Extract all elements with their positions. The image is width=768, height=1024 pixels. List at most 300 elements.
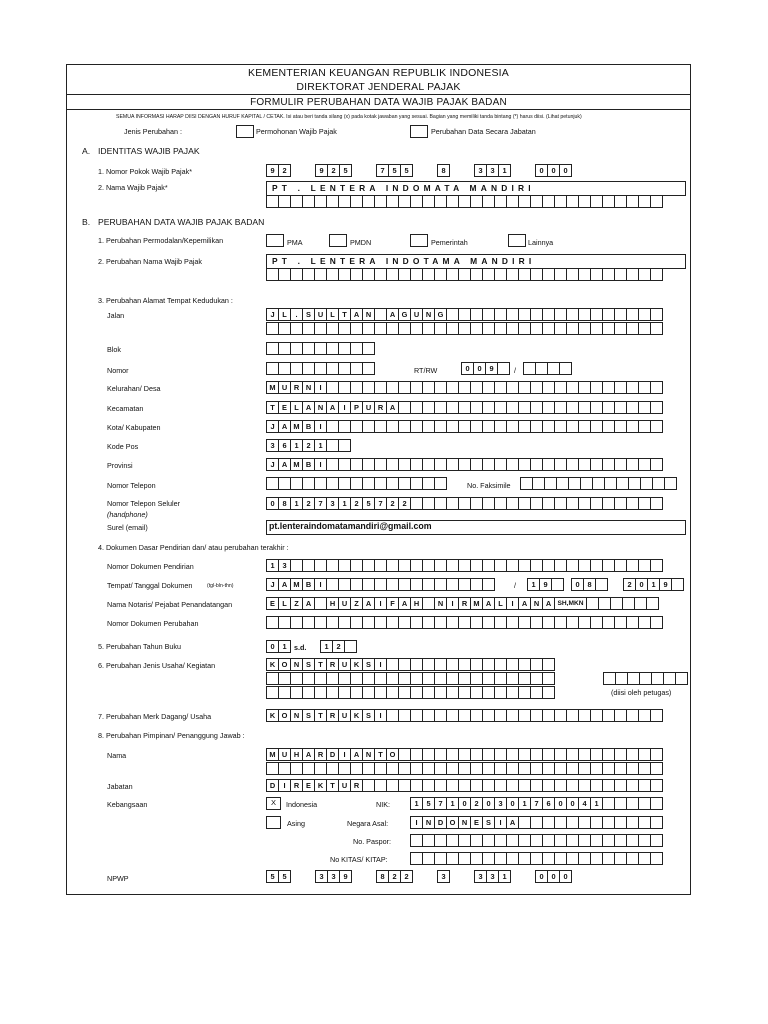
char-cell[interactable]: H xyxy=(410,597,423,610)
char-cell[interactable]: 5 xyxy=(266,870,279,883)
asing-checkbox[interactable] xyxy=(266,816,281,829)
char-cell[interactable]: U xyxy=(338,709,351,722)
char-cell[interactable]: 2 xyxy=(327,164,340,177)
char-cell[interactable]: Z xyxy=(290,597,303,610)
char-cell[interactable]: E xyxy=(278,401,291,414)
char-cell[interactable]: 3 xyxy=(486,164,499,177)
char-cell[interactable]: F xyxy=(386,597,399,610)
char-cell[interactable] xyxy=(675,672,688,685)
jalan-label: Jalan xyxy=(107,311,125,320)
char-cell[interactable]: 3 xyxy=(437,870,450,883)
char-cell[interactable]: T xyxy=(326,779,339,792)
char-cell[interactable]: 9 xyxy=(339,870,352,883)
char-cell[interactable]: K xyxy=(350,658,363,671)
char-cell[interactable] xyxy=(650,381,663,394)
char-cell[interactable]: R xyxy=(326,709,339,722)
char-cell[interactable] xyxy=(559,362,572,375)
char-cell[interactable]: 2 xyxy=(302,439,315,452)
paspor-field[interactable] xyxy=(410,834,662,847)
provinsi-field[interactable] xyxy=(266,458,662,471)
char-cell[interactable]: A xyxy=(542,597,555,610)
tahunbuku-sd: s.d. xyxy=(294,643,307,652)
char-cell[interactable]: 2 xyxy=(302,497,315,510)
char-cell[interactable]: 2 xyxy=(470,797,483,810)
char-cell[interactable]: Z xyxy=(350,597,363,610)
char-cell[interactable]: 0 xyxy=(482,797,495,810)
char-cell[interactable]: T xyxy=(374,748,387,761)
pemerintah-checkbox[interactable] xyxy=(410,234,428,247)
kelurahan-field[interactable] xyxy=(266,381,662,394)
char-cell[interactable]: U xyxy=(314,308,327,321)
nodok-perubahan-field[interactable] xyxy=(266,616,662,629)
char-cell[interactable]: H xyxy=(290,748,303,761)
char-cell[interactable]: T xyxy=(266,401,279,414)
char-cell[interactable]: B xyxy=(302,420,315,433)
char-cell[interactable]: I xyxy=(374,709,387,722)
char-cell[interactable]: M xyxy=(266,381,279,394)
char-cell[interactable]: 1 xyxy=(278,640,291,653)
char-cell[interactable]: A xyxy=(386,401,399,414)
char-cell[interactable]: R xyxy=(290,381,303,394)
char-cell[interactable]: I xyxy=(338,401,351,414)
rtrw-separator: / xyxy=(514,366,516,375)
char-cell[interactable]: 6 xyxy=(278,439,291,452)
char-cell[interactable] xyxy=(542,658,555,671)
tempat-field[interactable] xyxy=(266,578,494,591)
char-cell[interactable]: 8 xyxy=(437,164,450,177)
char-cell[interactable] xyxy=(551,578,564,591)
char-cell[interactable]: 0 xyxy=(571,578,584,591)
char-cell[interactable]: N xyxy=(290,658,303,671)
char-cell[interactable] xyxy=(497,362,510,375)
char-cell[interactable]: M xyxy=(290,578,303,591)
section-b-letter: B. xyxy=(82,217,91,227)
section-b-title: PERUBAHAN DATA WAJIB PAJAK BADAN xyxy=(98,217,265,227)
char-cell[interactable]: . xyxy=(290,308,303,321)
char-cell[interactable] xyxy=(650,420,663,433)
char-cell[interactable]: 1 xyxy=(498,164,511,177)
char-cell[interactable]: A xyxy=(350,748,363,761)
char-cell[interactable]: 0 xyxy=(635,578,648,591)
char-cell[interactable]: J xyxy=(266,458,279,471)
char-cell[interactable]: M xyxy=(266,748,279,761)
char-cell[interactable]: J xyxy=(266,308,279,321)
merk-label: 7. Perubahan Merk Dagang/ Usaha xyxy=(98,712,212,721)
usaha-label: 6. Perubahan Jenis Usaha/ Kegiatan xyxy=(98,661,216,670)
char-cell[interactable]: N xyxy=(302,381,315,394)
char-cell[interactable]: A xyxy=(278,458,291,471)
char-cell[interactable]: 1 xyxy=(647,578,660,591)
char-cell[interactable]: 8 xyxy=(376,870,389,883)
kota-field[interactable] xyxy=(266,420,662,433)
pma-checkbox[interactable] xyxy=(266,234,284,247)
char-cell[interactable]: J xyxy=(266,420,279,433)
char-cell[interactable]: 0 xyxy=(547,164,560,177)
char-cell[interactable]: D xyxy=(434,816,447,829)
char-cell[interactable]: 3 xyxy=(474,164,487,177)
tempat-label: Tempat/ Tanggal Dokumen xyxy=(107,581,193,590)
char-cell[interactable]: A xyxy=(302,597,315,610)
char-cell[interactable] xyxy=(671,578,684,591)
char-cell[interactable]: 0 xyxy=(458,797,471,810)
char-cell[interactable]: I xyxy=(278,779,291,792)
char-cell[interactable] xyxy=(650,308,663,321)
char-cell[interactable]: 8 xyxy=(278,497,291,510)
char-cell[interactable]: 8 xyxy=(583,578,596,591)
negara-field[interactable] xyxy=(410,816,662,829)
char-cell[interactable]: L xyxy=(290,401,303,414)
char-cell[interactable]: N xyxy=(362,748,375,761)
kebangsaan-label: Kebangsaan xyxy=(107,800,148,809)
char-cell[interactable]: S xyxy=(302,308,315,321)
nomor-field[interactable] xyxy=(266,362,374,375)
char-cell[interactable]: 1 xyxy=(314,439,327,452)
char-cell[interactable]: D xyxy=(326,748,339,761)
char-cell[interactable]: 1 xyxy=(498,870,511,883)
char-cell[interactable]: 3 xyxy=(266,439,279,452)
char-cell[interactable]: 0 xyxy=(461,362,474,375)
char-cell[interactable]: I xyxy=(314,381,327,394)
char-cell[interactable] xyxy=(650,401,663,414)
char-cell[interactable]: G xyxy=(398,308,411,321)
char-cell[interactable]: N xyxy=(530,597,543,610)
char-cell[interactable]: 0 xyxy=(566,797,579,810)
char-cell[interactable]: 5 xyxy=(278,870,291,883)
telepon-label: Nomor Telepon xyxy=(107,481,156,490)
kodepos-field[interactable] xyxy=(266,439,350,452)
char-cell[interactable]: S xyxy=(362,658,375,671)
char-cell[interactable] xyxy=(338,439,351,452)
rw-field[interactable] xyxy=(523,362,571,375)
char-cell[interactable] xyxy=(542,672,555,685)
char-cell[interactable]: S xyxy=(302,709,315,722)
char-cell[interactable]: 1 xyxy=(527,578,540,591)
char-cell[interactable] xyxy=(650,816,663,829)
indonesia-label: Indonesia xyxy=(286,800,318,809)
char-cell[interactable]: 1 xyxy=(590,797,603,810)
char-cell[interactable]: 7 xyxy=(374,497,387,510)
char-cell[interactable]: 2 xyxy=(400,870,413,883)
char-cell[interactable] xyxy=(650,834,663,847)
permohonan-checkbox[interactable] xyxy=(236,125,254,138)
char-cell[interactable]: 2 xyxy=(350,497,363,510)
lainnya-checkbox[interactable] xyxy=(508,234,526,247)
char-cell[interactable] xyxy=(482,578,495,591)
char-cell[interactable]: M xyxy=(290,458,303,471)
ministry-title: KEMENTERIAN KEUANGAN REPUBLIK INDONESIA xyxy=(247,67,510,79)
char-cell[interactable]: N xyxy=(314,401,327,414)
kitas-field[interactable] xyxy=(410,852,662,865)
char-cell[interactable]: M xyxy=(290,420,303,433)
char-cell[interactable]: L xyxy=(278,308,291,321)
char-cell[interactable] xyxy=(646,597,659,610)
char-cell[interactable]: 1 xyxy=(290,439,303,452)
char-cell[interactable]: L xyxy=(494,597,507,610)
char-cell[interactable]: 1 xyxy=(266,559,279,572)
char-cell[interactable]: 0 xyxy=(535,870,548,883)
char-cell[interactable]: E xyxy=(302,779,315,792)
char-cell[interactable]: U xyxy=(278,381,291,394)
char-cell[interactable] xyxy=(650,748,663,761)
char-cell[interactable]: A xyxy=(362,597,375,610)
char-cell[interactable]: 1 xyxy=(338,497,351,510)
char-cell[interactable]: 0 xyxy=(266,640,279,653)
kecamatan-label: Kecamatan xyxy=(107,404,144,413)
char-cell[interactable] xyxy=(650,559,663,572)
usaha-field-row3[interactable] xyxy=(266,686,554,699)
char-cell[interactable]: I xyxy=(374,597,387,610)
char-cell[interactable] xyxy=(650,616,663,629)
nama-wp-field[interactable] xyxy=(266,181,686,196)
char-cell[interactable]: 3 xyxy=(278,559,291,572)
char-cell[interactable] xyxy=(362,342,375,355)
char-cell[interactable]: K xyxy=(266,658,279,671)
char-cell[interactable] xyxy=(344,640,357,653)
char-cell[interactable]: 9 xyxy=(539,578,552,591)
nama-pimpinan-field-row2[interactable] xyxy=(266,762,662,775)
char-cell[interactable]: R xyxy=(458,597,471,610)
jalan-field[interactable] xyxy=(266,308,662,321)
char-cell[interactable]: M xyxy=(470,597,483,610)
tahunbuku-to-field[interactable] xyxy=(320,640,356,653)
char-cell[interactable]: S xyxy=(482,816,495,829)
char-cell[interactable]: A xyxy=(326,401,339,414)
indonesia-checkbox[interactable]: X xyxy=(266,797,281,810)
char-cell[interactable]: U xyxy=(362,401,375,414)
char-cell[interactable] xyxy=(650,852,663,865)
char-cell[interactable]: 3 xyxy=(486,870,499,883)
char-cell[interactable]: 0 xyxy=(559,870,572,883)
email-field[interactable] xyxy=(266,520,686,535)
char-cell[interactable]: 2 xyxy=(623,578,636,591)
char-cell[interactable] xyxy=(542,686,555,699)
tgl-month-field[interactable] xyxy=(571,578,607,591)
char-cell[interactable]: P xyxy=(350,401,363,414)
seluler-field[interactable] xyxy=(266,497,662,510)
char-cell[interactable]: T xyxy=(314,658,327,671)
char-cell[interactable]: O xyxy=(278,658,291,671)
char-cell[interactable] xyxy=(650,709,663,722)
char-cell[interactable] xyxy=(650,762,663,775)
char-cell[interactable]: 1 xyxy=(410,797,423,810)
npwp-field[interactable] xyxy=(266,164,571,177)
char-cell[interactable]: 3 xyxy=(474,870,487,883)
char-cell[interactable]: U xyxy=(338,658,351,671)
char-cell[interactable]: 0 xyxy=(554,797,567,810)
merk-field[interactable] xyxy=(266,709,662,722)
faksimile-field[interactable] xyxy=(520,477,676,490)
paspor-label: No. Paspor: xyxy=(353,837,391,846)
char-cell[interactable]: O xyxy=(386,748,399,761)
char-cell[interactable]: 3 xyxy=(494,797,507,810)
nodok-field[interactable] xyxy=(266,559,662,572)
char-cell[interactable]: B xyxy=(302,458,315,471)
char-cell[interactable]: I xyxy=(314,578,327,591)
nama-wp-field-row2[interactable] xyxy=(266,195,662,208)
char-cell[interactable]: I xyxy=(338,748,351,761)
char-cell[interactable]: T xyxy=(314,709,327,722)
perubahan-nama-field-row2[interactable] xyxy=(266,268,662,281)
char-cell[interactable]: 9 xyxy=(659,578,672,591)
char-cell[interactable]: A xyxy=(398,597,411,610)
char-cell[interactable]: I xyxy=(446,597,459,610)
char-cell[interactable]: 0 xyxy=(535,164,548,177)
char-cell[interactable] xyxy=(362,362,375,375)
char-cell[interactable]: 7 xyxy=(530,797,543,810)
char-cell[interactable] xyxy=(650,322,663,335)
char-cell[interactable]: 0 xyxy=(559,164,572,177)
char-cell[interactable]: T xyxy=(338,308,351,321)
char-cell[interactable]: 4 xyxy=(578,797,591,810)
char-cell[interactable]: N xyxy=(290,709,303,722)
group-gap xyxy=(449,164,474,177)
char-cell[interactable] xyxy=(434,477,447,490)
char-cell[interactable]: U xyxy=(338,779,351,792)
char-cell[interactable]: R xyxy=(314,748,327,761)
jalan-field-row2[interactable] xyxy=(266,322,662,335)
jabatan-field[interactable] xyxy=(266,779,662,792)
char-cell[interactable]: 2 xyxy=(386,497,399,510)
char-cell[interactable]: S xyxy=(362,709,375,722)
char-cell[interactable] xyxy=(650,458,663,471)
tgl-day-field[interactable] xyxy=(527,578,563,591)
char-cell[interactable]: 6 xyxy=(542,797,555,810)
char-cell[interactable]: A xyxy=(302,401,315,414)
group-gap xyxy=(510,870,535,883)
char-cell[interactable]: 5 xyxy=(388,164,401,177)
char-cell[interactable]: 5 xyxy=(362,497,375,510)
char-cell[interactable]: N xyxy=(458,816,471,829)
char-cell[interactable]: A xyxy=(278,420,291,433)
char-cell[interactable]: 5 xyxy=(339,164,352,177)
char-cell[interactable]: A xyxy=(482,597,495,610)
char-cell[interactable]: U xyxy=(338,597,351,610)
char-cell[interactable]: SH,MKN xyxy=(554,597,587,610)
usaha-field[interactable] xyxy=(266,658,554,671)
jabatan-checkbox[interactable] xyxy=(410,125,428,138)
char-cell[interactable]: H xyxy=(326,597,339,610)
pmdn-checkbox[interactable] xyxy=(329,234,347,247)
char-cell[interactable]: I xyxy=(494,816,507,829)
char-cell[interactable]: E xyxy=(470,816,483,829)
npwp-pimpinan-field[interactable] xyxy=(266,870,571,883)
char-cell[interactable]: N xyxy=(362,308,375,321)
char-cell[interactable]: L xyxy=(326,308,339,321)
char-cell[interactable]: 1 xyxy=(446,797,459,810)
char-cell[interactable]: R xyxy=(326,658,339,671)
char-cell[interactable]: L xyxy=(278,597,291,610)
char-cell[interactable]: D xyxy=(266,779,279,792)
kecamatan-field[interactable] xyxy=(266,401,662,414)
char-cell[interactable]: I xyxy=(506,597,519,610)
char-cell[interactable]: R xyxy=(350,779,363,792)
char-cell[interactable]: I xyxy=(314,458,327,471)
char-cell[interactable]: 2 xyxy=(398,497,411,510)
char-cell[interactable]: 7 xyxy=(434,797,447,810)
char-cell[interactable]: E xyxy=(266,597,279,610)
char-cell[interactable]: O xyxy=(446,816,459,829)
char-cell[interactable]: A xyxy=(350,308,363,321)
char-cell[interactable]: 5 xyxy=(400,164,413,177)
char-cell[interactable]: K xyxy=(314,779,327,792)
char-cell[interactable]: K xyxy=(266,709,279,722)
char-cell[interactable]: A xyxy=(302,748,315,761)
char-cell[interactable]: A xyxy=(386,308,399,321)
char-cell[interactable]: J xyxy=(266,578,279,591)
char-cell[interactable]: B xyxy=(302,578,315,591)
usaha-field-row2[interactable] xyxy=(266,672,554,685)
char-cell[interactable]: 1 xyxy=(290,497,303,510)
nama-pimpinan-field[interactable] xyxy=(266,748,662,761)
char-cell[interactable]: 2 xyxy=(332,640,345,653)
char-cell[interactable]: O xyxy=(278,709,291,722)
char-cell[interactable]: A xyxy=(278,578,291,591)
char-cell[interactable] xyxy=(650,195,663,208)
perubahan-nama-field[interactable] xyxy=(266,254,686,269)
char-cell[interactable]: A xyxy=(506,816,519,829)
char-cell[interactable]: 2 xyxy=(278,164,291,177)
char-cell[interactable] xyxy=(650,779,663,792)
email-label: Surel (email) xyxy=(107,523,148,532)
char-cell[interactable]: 2 xyxy=(388,870,401,883)
char-cell[interactable]: 3 xyxy=(315,870,328,883)
char-cell[interactable]: 0 xyxy=(473,362,486,375)
char-cell[interactable]: I xyxy=(314,420,327,433)
char-cell[interactable]: R xyxy=(290,779,303,792)
char-cell[interactable]: N xyxy=(422,816,435,829)
char-cell[interactable]: 0 xyxy=(266,497,279,510)
char-cell[interactable]: A xyxy=(518,597,531,610)
char-cell[interactable]: 9 xyxy=(485,362,498,375)
char-cell[interactable]: 3 xyxy=(327,870,340,883)
char-cell[interactable]: N xyxy=(422,308,435,321)
alamat-label: 3. Perubahan Alamat Tempat Kedudukan : xyxy=(98,296,233,305)
char-cell[interactable]: S xyxy=(302,658,315,671)
char-cell[interactable]: U xyxy=(410,308,423,321)
telepon-field[interactable] xyxy=(266,477,446,490)
char-cell[interactable]: 7 xyxy=(376,164,389,177)
char-cell[interactable]: 7 xyxy=(314,497,327,510)
blok-field[interactable] xyxy=(266,342,374,355)
char-cell[interactable]: 0 xyxy=(547,870,560,883)
kota-label: Kota/ Kabupaten xyxy=(107,423,161,432)
char-cell[interactable]: G xyxy=(434,308,447,321)
char-cell[interactable] xyxy=(664,477,677,490)
rt-field[interactable] xyxy=(461,362,509,375)
notaris-field[interactable] xyxy=(266,597,658,610)
char-cell[interactable]: N xyxy=(434,597,447,610)
char-cell[interactable]: 3 xyxy=(326,497,339,510)
char-cell[interactable] xyxy=(650,797,663,810)
char-cell[interactable]: 0 xyxy=(506,797,519,810)
char-cell[interactable]: I xyxy=(374,658,387,671)
char-cell[interactable]: 1 xyxy=(320,640,333,653)
char-cell[interactable]: 9 xyxy=(315,164,328,177)
char-cell[interactable]: I xyxy=(410,816,423,829)
char-cell[interactable]: K xyxy=(350,709,363,722)
char-cell[interactable]: 5 xyxy=(422,797,435,810)
char-cell[interactable]: 1 xyxy=(518,797,531,810)
char-cell[interactable] xyxy=(650,268,663,281)
char-cell[interactable] xyxy=(595,578,608,591)
nik-field[interactable] xyxy=(410,797,662,810)
tgl-year-field[interactable] xyxy=(623,578,683,591)
char-cell[interactable] xyxy=(650,497,663,510)
char-cell[interactable]: 9 xyxy=(266,164,279,177)
char-cell[interactable]: U xyxy=(278,748,291,761)
tahunbuku-from-field[interactable] xyxy=(266,640,290,653)
char-cell[interactable]: R xyxy=(374,401,387,414)
